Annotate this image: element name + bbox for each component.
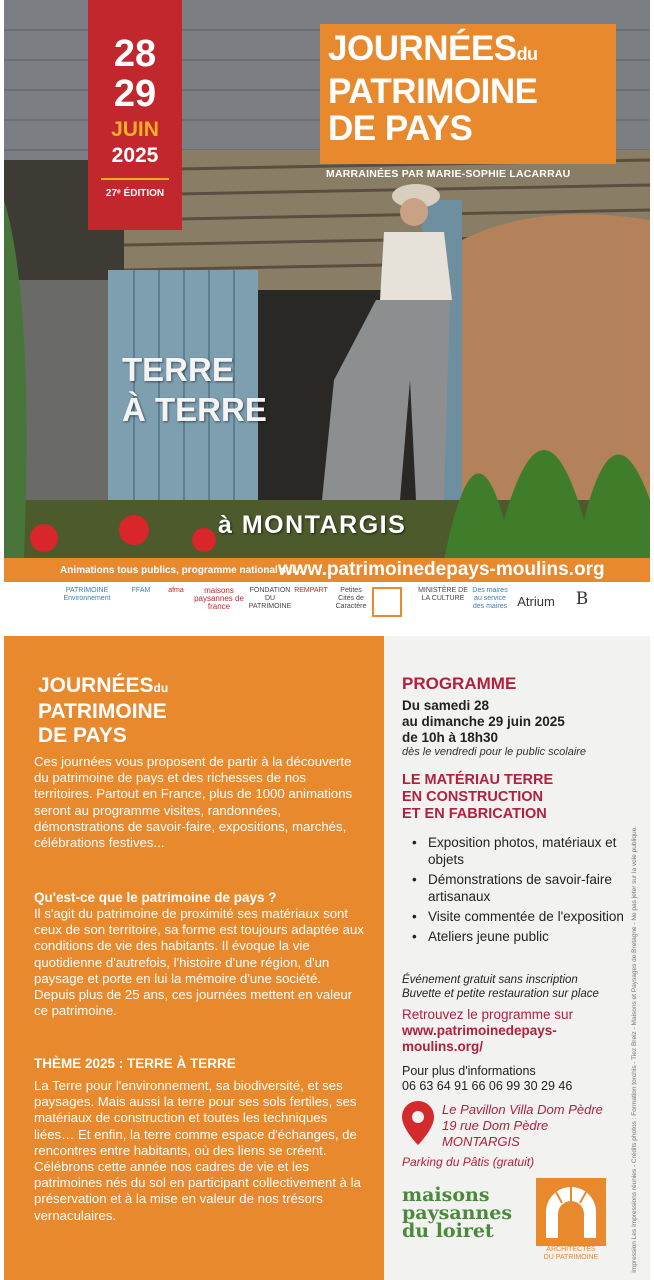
programme-url-line2[interactable]: moulins.org/ <box>402 1039 483 1054</box>
partner-logos <box>4 582 650 625</box>
free-event-note <box>402 973 599 1001</box>
date-badge <box>88 0 182 230</box>
subtitle-line2: EN CONSTRUCTION <box>402 789 543 805</box>
intro-paragraph: Ces journées vous proposent de partir à la découverte du patrimoine de pays et des richesses de nos territoires. Partout en France, plus de 1000 animations seront au programme visites, randonnées, démonstrations de savoir-faire, expositions, marchés, célébrations festives... <box>34 754 353 851</box>
info-title-line3: DE PAYS <box>38 724 127 747</box>
info-label: Pour plus d'informations <box>402 1064 536 1078</box>
map-pin-icon <box>402 1101 434 1145</box>
dates-line1: Du samedi 28 <box>402 698 490 713</box>
addr-line2: 19 rue Dom Pèdre <box>442 1118 549 1133</box>
fold-gap <box>0 625 654 636</box>
addr-line3: MONTARGIS <box>442 1134 520 1149</box>
architectes-logo <box>372 587 402 617</box>
contact-info <box>402 1064 572 1094</box>
programme-title: PROGRAMME <box>402 674 517 693</box>
band-url[interactable]: www.patrimoinedepays-moulins.org <box>278 559 605 580</box>
programme-subtitle <box>402 772 553 823</box>
band-small-text: Animations tous publics, programme national sur : <box>60 565 303 576</box>
dates-line3: de 10h à 18h30 <box>402 730 499 745</box>
website-band <box>4 558 650 582</box>
theme-line1: TERRE <box>122 351 234 388</box>
theme-text <box>122 350 267 430</box>
amf-logo: Des maires au service des maires <box>472 587 508 610</box>
edition-label: 27ᵉ ÉDITION <box>105 188 165 199</box>
date-day1: 28 <box>113 33 157 75</box>
arch-line1: ARCHITECTES <box>546 1246 596 1253</box>
sponsor-line: MARRAINÉES PAR MARIE-SOPHIE LACARRAU <box>326 168 571 180</box>
patrimoine-environnement-logo: PATRIMOINE Environnement <box>63 587 111 602</box>
date-year: 2025 <box>111 144 159 167</box>
info-title <box>38 674 168 748</box>
theme-line2: À TERRE <box>122 391 267 428</box>
programme-url-line1[interactable]: www.patrimoinedepays- <box>402 1023 557 1038</box>
parking-info: Parking du Pâtis (gratuit) <box>402 1155 535 1169</box>
venue-address <box>442 1102 603 1150</box>
free-line2: Buvette et petite restauration sur place <box>402 988 599 1000</box>
b-logo: B <box>575 589 589 609</box>
free-line1: Événement gratuit sans inscription <box>402 974 578 986</box>
info-title-line2: PATRIMOINE <box>38 700 167 723</box>
addr-line1: Le Pavillon Villa Dom Pèdre <box>442 1102 603 1117</box>
date-day2: 29 <box>113 73 157 115</box>
front-title <box>320 24 616 164</box>
maisons-paysannes-logo: maisons paysannes de france <box>194 586 244 611</box>
programme-link <box>402 1007 573 1055</box>
mp-line1: maisons <box>402 1184 490 1206</box>
theme-heading: THÈME 2025 : TERRE À TERRE <box>34 1056 236 1071</box>
rempart-logo: REMPART <box>294 587 328 594</box>
info-panel <box>4 636 384 1280</box>
afma-logo: afma <box>168 587 184 594</box>
ffam-logo: FFAM <box>131 587 151 594</box>
programme-panel <box>384 636 650 1280</box>
list-item: • Démonstrations de savoir-faire artisanaux <box>412 871 642 905</box>
subtitle-line1: LE MATÉRIAU TERRE <box>402 772 554 788</box>
subtitle-line3: ET EN FABRICATION <box>402 806 547 822</box>
mp-line3: du loiret <box>402 1220 494 1242</box>
petites-cites-logo: Petites Cités de Caractère <box>335 587 367 610</box>
retrouvez-text: Retrouvez le programme sur <box>402 1007 574 1022</box>
list-item: • Exposition photos, matériaux et objets <box>412 834 642 868</box>
front-cover <box>4 0 650 625</box>
mp-line2: paysannes <box>402 1202 513 1224</box>
programme-dates <box>402 698 565 746</box>
vertical-credit: Impression Les Impressions réunies - Crédits photos : Formation torchis - Tiez Breiz - Maisons et Paysages de Bretagne - Ne pas jeter sur la voie publique. <box>631 826 638 1273</box>
theme-paragraph: La Terre pour l'environnement, sa biodiversité, et ses paysages. Mais aussi la terre pour ses sols fertiles, ses matériaux de construction et toutes les techniques liées… Et enfin, la terre comme espace d'échanges, de rencontres entre habitants, où des liens se créent. Célébrons cette année nos cadres de vie et les patrimoines nés du sol en participant collectivement à la préservation et à la mise en valeur de nos trésors vernaculaires. <box>34 1078 361 1223</box>
date-month: JUIN <box>111 118 159 141</box>
date-divider <box>101 178 169 180</box>
arch-line2: DU PATRIMOINE <box>543 1254 599 1261</box>
list-item: • Visite commentée de l'exposition <box>412 908 642 925</box>
question-heading: Qu'est-ce que le patrimoine de pays ? <box>34 890 277 905</box>
school-note: dès le vendredi pour le public scolaire <box>402 746 587 758</box>
phone-numbers: 06 63 64 91 66 06 99 30 29 46 <box>402 1079 573 1093</box>
architectes-text <box>530 1246 612 1262</box>
title-line3: DE PAYS <box>328 109 473 148</box>
location-label: à MONTARGIS <box>218 511 407 539</box>
list-item: • Ateliers jeune public <box>412 928 642 945</box>
title-line1: JOURNÉES <box>328 29 517 68</box>
title-line2: PATRIMOINE <box>328 72 538 111</box>
question-paragraph: Il s'agit du patrimoine de proximité ses matériaux sont ceux de son territoire, sa forme est toujours adaptée aux conditions de vie des habitants. Il évoque la vie quotidienne d'autrefois, l'histoire d'une région, d'un paysage et porte en lui la mémoire d'une société. Depuis plus de 25 ans, ces journées mettent en valeur ce patrimoine. <box>34 906 364 1019</box>
programme-list <box>412 834 642 948</box>
title-line1-suffix: du <box>516 44 538 64</box>
fondation-patrimoine-logo: FONDATION DU PATRIMOINE <box>248 587 292 610</box>
architectes-patrimoine-icon <box>536 1178 606 1246</box>
atrium-logo: Atrium <box>517 594 555 609</box>
dates-line2: au dimanche 29 juin 2025 <box>402 714 565 729</box>
info-title-line1: JOURNÉES <box>38 674 154 697</box>
info-title-suffix: du <box>153 681 169 695</box>
maisons-paysannes-loiret-logo <box>402 1186 512 1240</box>
ministere-logo: MINISTÈRE DE LA CULTURE <box>418 587 468 602</box>
